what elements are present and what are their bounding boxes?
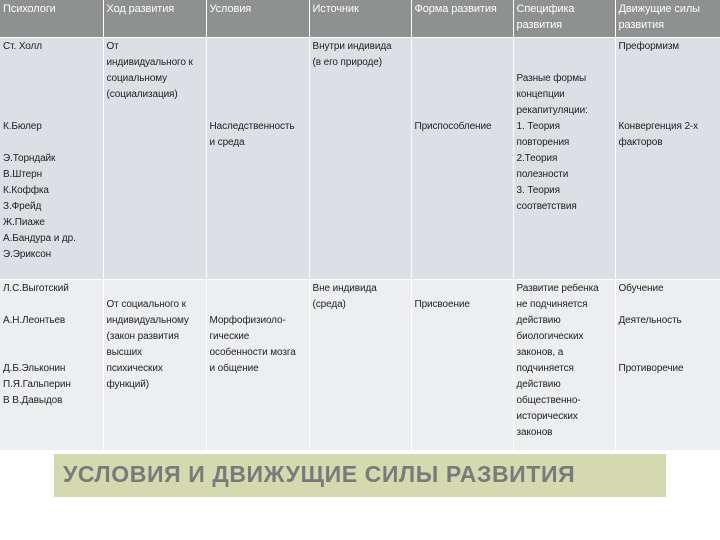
cell-line: психических xyxy=(106,363,163,374)
cell-line: Источник xyxy=(312,3,359,15)
cell-line: Психологи xyxy=(3,3,56,15)
cell-line: К.Коффка xyxy=(3,185,49,196)
blank-line xyxy=(3,103,100,119)
blank-line xyxy=(517,55,612,71)
title-banner xyxy=(54,454,666,497)
header-conditions xyxy=(206,0,309,38)
table-row xyxy=(0,38,720,280)
cell-line: (среда) xyxy=(312,299,346,310)
cell-line: Ст. Холл xyxy=(3,41,43,52)
cell-line: и среда xyxy=(209,137,245,148)
cell-line: социальному xyxy=(106,73,168,84)
cell-line: Обучение xyxy=(618,283,664,294)
blank-line xyxy=(210,103,306,119)
blank-line xyxy=(3,135,100,151)
cell-line: А.Бандура и др. xyxy=(3,233,76,244)
cell-form-of-development xyxy=(411,280,513,451)
cell-line: функций) xyxy=(106,379,149,390)
cell-conditions xyxy=(206,38,309,280)
cell-line: В В.Давыдов xyxy=(3,395,63,406)
cell-line: Э.Эриксон xyxy=(3,249,52,260)
blank-line xyxy=(619,71,717,87)
cell-line: От социального к xyxy=(106,299,186,310)
cell-line: Приспособление xyxy=(414,121,492,132)
cell-line: Деятельность xyxy=(618,315,682,326)
header-psychologists xyxy=(0,0,103,38)
blank-line xyxy=(210,71,306,87)
cell-line: 1. Теория xyxy=(516,121,560,132)
cell-line: законов, а xyxy=(516,347,564,358)
cell-source xyxy=(309,38,411,280)
cell-line: концепции xyxy=(516,89,565,100)
cell-line: Внутри индивида xyxy=(312,41,392,52)
cell-line: Движущие силы xyxy=(618,3,700,15)
header-specifics xyxy=(513,0,615,38)
blank-line xyxy=(3,345,100,361)
cell-line: общественно- xyxy=(516,395,581,406)
cell-line: Ж.Пиаже xyxy=(3,217,45,228)
header-course-of-development xyxy=(103,0,206,38)
blank-line xyxy=(210,281,306,297)
cell-line: законов xyxy=(516,427,553,438)
cell-driving-forces xyxy=(615,280,720,451)
cell-line: (закон развития xyxy=(106,331,179,342)
blank-line xyxy=(3,71,100,87)
blank-line xyxy=(3,329,100,345)
cell-line: Вне индивида xyxy=(312,283,377,294)
cell-source xyxy=(309,280,411,451)
cell-specifics xyxy=(513,280,615,451)
cell-line: полезности xyxy=(516,169,569,180)
cell-line: Противоречие xyxy=(618,363,684,374)
cell-psychologists xyxy=(0,280,103,451)
cell-line: Л.С.Выготский xyxy=(3,283,69,294)
cell-line: Э.Торндайк xyxy=(3,153,56,164)
cell-line: Разные формы xyxy=(516,73,587,84)
header-driving-forces xyxy=(615,0,720,38)
header-form-of-development xyxy=(411,0,513,38)
cell-line: П.Я.Гальперин xyxy=(3,379,71,390)
blank-line xyxy=(210,55,306,71)
cell-line: З.Фрейд xyxy=(3,201,42,212)
cell-line: (социализация) xyxy=(106,89,178,100)
blank-line xyxy=(3,297,100,313)
cell-line: Специфика xyxy=(516,3,575,15)
cell-line: Преформизм xyxy=(618,41,680,52)
blank-line xyxy=(210,297,306,313)
cell-driving-forces xyxy=(615,38,720,280)
cell-line: индивидуального к xyxy=(106,57,193,68)
cell-line: высших xyxy=(106,347,143,358)
cell-line: Присвоение xyxy=(414,299,470,310)
cell-line: Условия xyxy=(209,3,252,15)
blank-line xyxy=(517,39,612,55)
cell-line: Развитие ребенка xyxy=(516,283,599,294)
cell-line: и общение xyxy=(209,363,259,374)
blank-line xyxy=(415,281,510,297)
blank-line xyxy=(415,71,510,87)
cell-course-of-development xyxy=(103,280,206,451)
cell-line: факторов xyxy=(618,137,663,148)
slide-title: УСЛОВИЯ И ДВИЖУЩИЕ СИЛЫ РАЗВИТИЯ xyxy=(63,461,576,487)
cell-line: развития xyxy=(516,19,562,31)
blank-line xyxy=(415,39,510,55)
cell-line: Наследственность xyxy=(209,121,295,132)
cell-line: подчиняется xyxy=(516,363,574,374)
blank-line xyxy=(619,55,717,71)
blank-line xyxy=(619,103,717,119)
header-row xyxy=(0,0,720,38)
blank-line xyxy=(107,281,203,297)
blank-line xyxy=(210,39,306,55)
cell-line: (в его природе) xyxy=(312,57,382,68)
cell-line: повторения xyxy=(516,137,570,148)
cell-conditions xyxy=(206,280,309,451)
cell-specifics xyxy=(513,38,615,280)
cell-line: развития xyxy=(618,19,664,31)
cell-line: биологических xyxy=(516,331,584,342)
cell-line: действию xyxy=(516,315,561,326)
blank-line xyxy=(619,87,717,103)
cell-line: В.Штерн xyxy=(3,169,43,180)
cell-line: Морфофизиоло- xyxy=(209,315,286,326)
cell-line: Форма развития xyxy=(414,3,497,15)
cell-line: От xyxy=(106,41,119,52)
cell-line: 3. Теория xyxy=(516,185,560,196)
cell-line: Ход развития xyxy=(106,3,175,15)
cell-line: А.Н.Леонтьев xyxy=(3,315,66,326)
cell-line: Д.Б.Эльконин xyxy=(3,363,66,374)
cell-line: Конвергенция 2-х xyxy=(618,121,699,132)
cell-psychologists xyxy=(0,38,103,280)
blank-line xyxy=(619,329,717,345)
blank-line xyxy=(619,345,717,361)
cell-line: индивидуальному xyxy=(106,315,189,326)
cell-line: рекапитуляции: xyxy=(516,105,588,116)
cell-line: гические xyxy=(209,331,250,342)
header-source xyxy=(309,0,411,38)
blank-line xyxy=(619,297,717,313)
cell-line: действию xyxy=(516,379,561,390)
cell-line: исторических xyxy=(516,411,578,422)
blank-line xyxy=(3,87,100,103)
blank-line xyxy=(415,55,510,71)
blank-line xyxy=(3,55,100,71)
cell-line: особенности мозга xyxy=(209,347,296,358)
cell-line: не подчиняется xyxy=(516,299,588,310)
blank-line xyxy=(415,87,510,103)
blank-line xyxy=(415,103,510,119)
cell-line: К.Бюлер xyxy=(3,121,42,132)
cell-course-of-development xyxy=(103,38,206,280)
cell-form-of-development xyxy=(411,38,513,280)
table-row xyxy=(0,280,720,451)
cell-line: соответствия xyxy=(516,201,577,212)
cell-line: 2.Теория xyxy=(516,153,558,164)
blank-line xyxy=(210,87,306,103)
